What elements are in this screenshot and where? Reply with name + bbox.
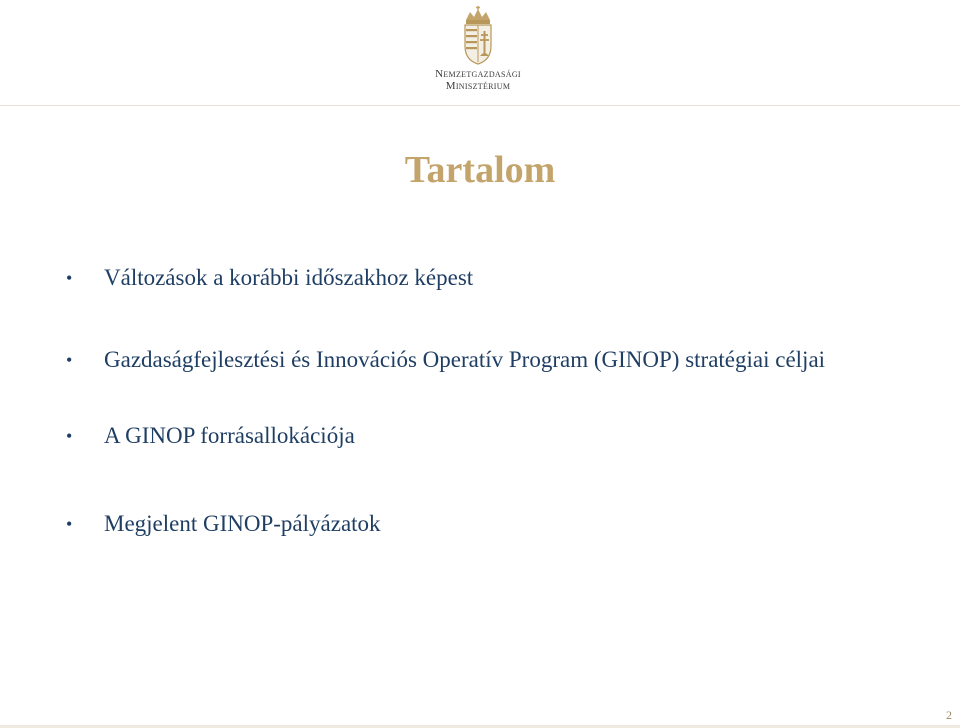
agenda-list xyxy=(62,262,902,540)
ministry-name-line2: Minisztérium xyxy=(445,80,511,92)
agenda-item-text: Megjelent GINOP-pályázatok xyxy=(104,511,381,536)
agenda-item-text: A GINOP forrásallokációja xyxy=(104,423,355,448)
ministry-name xyxy=(380,68,576,92)
coat-of-arms-logo xyxy=(458,6,498,66)
agenda-item xyxy=(62,508,902,540)
slide-title: Tartalom xyxy=(404,149,556,191)
bullet-icon: • xyxy=(66,350,73,370)
bullet-icon: • xyxy=(66,268,73,288)
bullet-icon: • xyxy=(66,426,73,446)
agenda-item xyxy=(62,420,902,452)
agenda-item-text: Gazdaságfejlesztési és Innovációs Operatív Program (GINOP) stratégiai céljai xyxy=(104,347,826,372)
page-number: 2 xyxy=(946,708,952,722)
header-divider xyxy=(0,105,960,106)
ministry-name-line1: Nemzetgazdasági xyxy=(435,68,521,80)
agenda-item-text: Változások a korábbi időszakhoz képest xyxy=(104,265,474,290)
slide-header xyxy=(0,0,960,106)
agenda-item xyxy=(62,262,902,294)
agenda-item xyxy=(62,344,902,376)
bullet-icon: • xyxy=(66,514,73,534)
